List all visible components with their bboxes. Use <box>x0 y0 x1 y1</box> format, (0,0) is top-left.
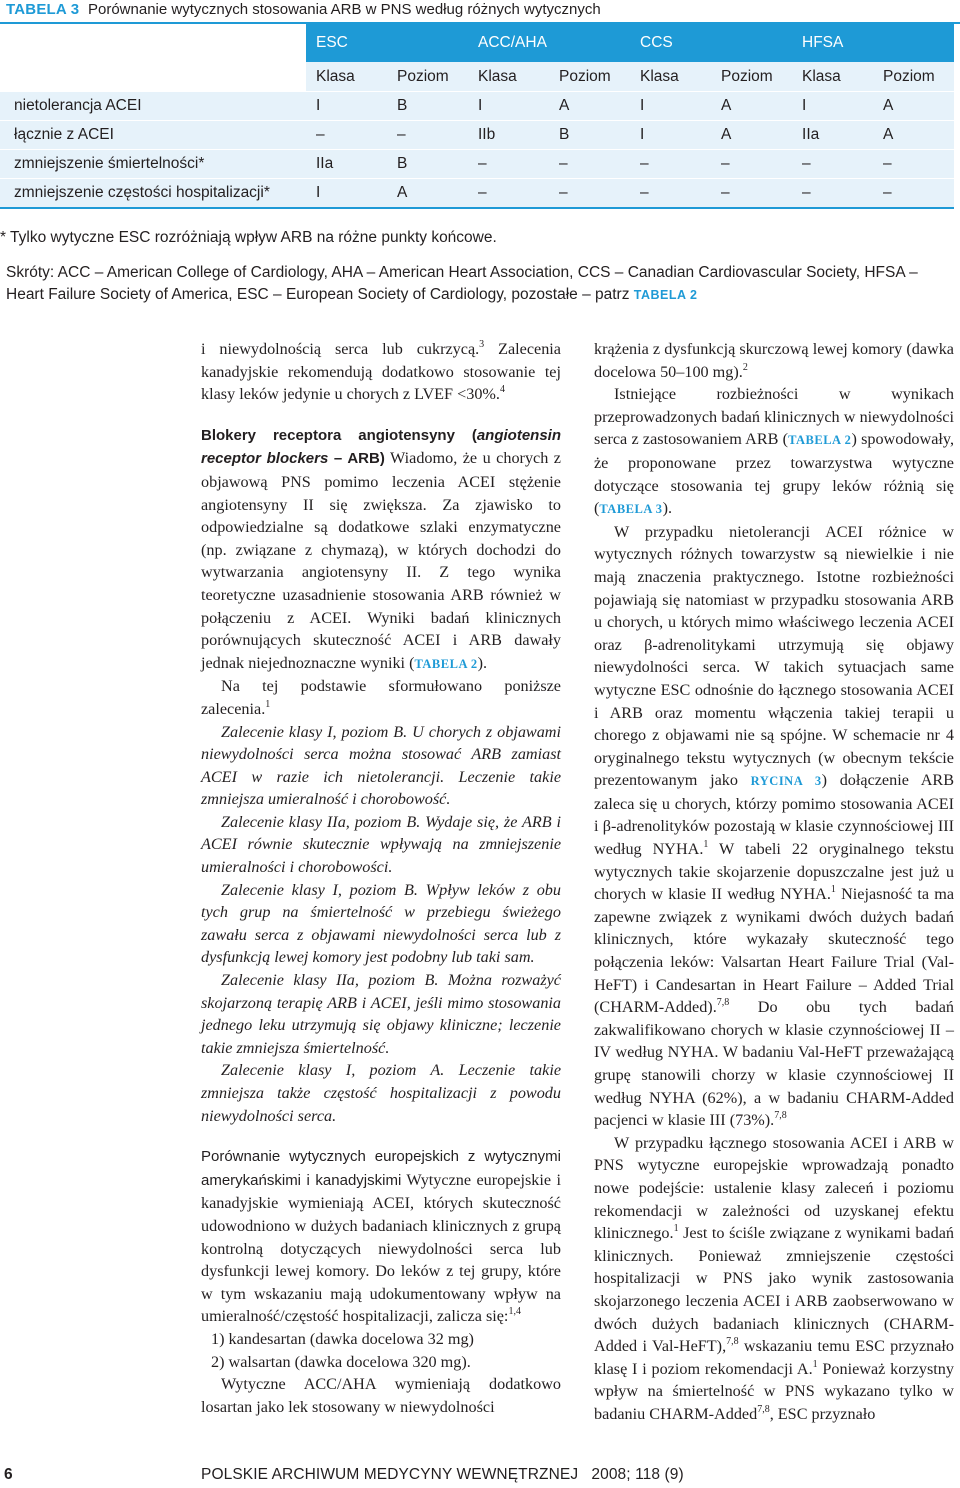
table-cell: – <box>468 179 549 208</box>
row-label: nietolerancja ACEI <box>0 92 306 121</box>
table-title: Porównanie wytycznych stosowania ARB w PNS według różnych wytycznych <box>88 1 601 18</box>
text: Niejasność ta ma zapewne związek z wynikami dwóch dużych badań klinicznych, które wykazały skuteczność tego połączenia leków: Valsartan Heart Failure Trial (Val-HeFT) i Candesartan in Heart Failure – Added Trial (CHARM-Added). <box>594 885 955 1017</box>
table-cell: – <box>711 150 792 179</box>
table-cell: – <box>873 179 954 208</box>
citation: 1 <box>703 839 709 851</box>
subheader-cell: Poziom <box>711 62 792 92</box>
text: Istniejące rozbieżności w wynikach przeprowadzonych badań klinicznych w niewydolności serca z zastosowaniem ARB ( <box>594 385 954 449</box>
text: wskazaniu temu ESC przyznało klasę I i poziom rekomendacji A. <box>594 1337 954 1378</box>
table-cell: – <box>630 179 711 208</box>
page-number: 6 <box>4 1466 13 1483</box>
table-caption-bar <box>0 0 960 24</box>
subheader-cell: Poziom <box>873 62 954 92</box>
paragraph-arb <box>201 424 561 676</box>
org-esc: ESC <box>306 24 468 62</box>
text: Wytyczne europejskie i kanadyjskie wymieniają ACEI, których skuteczność udowodniono w dużych badaniach klinicznych z grupą kontrolną dotyczących niewydolności serca lub dysfunkcji lewej komory. Do leków z tej grupy, które w tym wskazaniu mają udokumentowany wpływ na umieralność/częstość hospitalizacji, zalicza się: <box>201 1170 561 1326</box>
text: Zalecenia kanadyjskie rekomendują dodatkowo stosowanie tej klasy leków jedynie u chorych z LVEF <30%. <box>201 340 561 404</box>
table-cell: A <box>873 121 954 150</box>
citation: 1,4 <box>508 1306 521 1318</box>
paragraph <box>594 338 954 383</box>
table-2-link[interactable]: TABELA 2 <box>414 656 478 671</box>
paragraph-comparison <box>201 1145 561 1328</box>
table-cell: – <box>873 150 954 179</box>
abbreviations-text: Skróty: ACC – American College of Cardiology, AHA – American Heart Association, CCS – Canadian Cardiovascular Society, HFSA – Heart Failure Society of America, ESC – European Society of Cardiology, pozostałe – patrz <box>6 264 918 303</box>
subheader-cell: Klasa <box>468 62 549 92</box>
paragraph: Wytyczne ACC/AHA wymieniają dodatkowo losartan jako lek stosowany w niewydolności <box>201 1375 561 1416</box>
table-row <box>0 121 954 150</box>
guidelines-table <box>0 24 954 207</box>
org-ccs: CCS <box>630 24 792 62</box>
list-item: 2) walsartan (dawka docelowa 320 mg). <box>211 1352 471 1371</box>
list-item: 1) kandesartan (dawka docelowa 32 mg) <box>211 1329 474 1348</box>
text: ). <box>662 499 672 518</box>
citation: 7,8 <box>774 1110 787 1122</box>
recommendation: Zalecenie klasy IIa, poziom B. Można rozważyć skojarzoną terapię ARB i ACEI, jeśli mimo stosowania jednego leku utrzymują się objawy kliniczne; leczenie takie zmniejsza śmiertelność. <box>201 971 561 1057</box>
org-hfsa: HFSA <box>792 24 954 62</box>
table-footnote: * Tylko wytyczne ESC rozróżniają wpływ ARB na różne punkty końcowe. <box>0 229 497 246</box>
column-right <box>594 338 954 1426</box>
recommendation: Zalecenie klasy I, poziom B. Wpływ leków z obu tych grup na śmiertelność w przebiegu świeżego zawału serca z objawami niewydolności serca lub z dysfunkcją lewej komory jest podobny lub taki sam. <box>201 880 561 967</box>
table-cell: IIa <box>306 150 387 179</box>
subheader-cell: Klasa <box>630 62 711 92</box>
subheader-cell: Klasa <box>792 62 873 92</box>
table-cell: B <box>387 92 468 121</box>
citation: 4 <box>499 384 505 396</box>
org-acc-aha: ACC/AHA <box>468 24 630 62</box>
table-cell: IIb <box>468 121 549 150</box>
subheader-cell: Klasa <box>306 62 387 92</box>
citation: 7,8 <box>726 1336 739 1348</box>
text: Jest to ściśle związane z wynikami badań klinicznych. Ponieważ zmniejszenie częstości hospitalizacji w PNS jako wynik zastosowania skojarzonego leczenia ACEI i ARB zaobserwowano w dwóch dużych badaniach klinicznych (CHARM-Added i Val-HeFT), <box>594 1224 954 1356</box>
table-subheader <box>0 62 954 92</box>
table-cell: – <box>630 150 711 179</box>
table-cell: B <box>387 150 468 179</box>
citation: 7,8 <box>757 1403 770 1415</box>
table-cell: I <box>792 92 873 121</box>
table-row <box>0 179 954 208</box>
recommendation: Zalecenie klasy IIa, poziom B. Wydaje się, że ARB i ACEI równie skutecznie wpływają na zmniejszenie umieralności i chorobowości. <box>201 812 561 877</box>
table-cell: – <box>792 179 873 208</box>
paragraph <box>201 675 561 720</box>
table-cell: I <box>630 92 711 121</box>
citation: 1 <box>830 884 836 896</box>
table-cell: I <box>630 121 711 150</box>
text: ) dołączenie ARB zaleca się u chorych, którzy pomimo stosowania ACEI i β-adrenolityków pozostają w klasie czynnościowej III według NYHA. <box>594 771 954 859</box>
column-middle <box>201 338 561 1418</box>
text: , ESC przyznało <box>769 1404 876 1423</box>
text: W przypadku nietolerancji ACEI różnice w wytycznych różnych towarzystw są niewielkie i nie mają znaczenia praktycznego. Istotne rozbieżności pojawiają się natomiast w przypadku stosowania ARB u chorych, u których mimo właściwego leczenia ACEI oraz β-adrenolitykami utrzymują się objawy niewydolności serca. W takich sytuacjach same wytyczne ESC odnośnie do łącznego stosowania ACEI i ARB oraz momentu włączenia takiej terapii u chorego z objawami nie są spójne. W schemacie nr 4 oryginalnego tekstu wytycznych (w obecnym tekście prezentowanym jako <box>594 522 954 790</box>
table-cell: – <box>549 150 630 179</box>
citation: 1 <box>673 1223 679 1235</box>
table-cell: – <box>792 150 873 179</box>
text: Wiadomo, że u chorych z objawową PNS pomimo leczenia ACEI stężenie angiotensyny II się zwiększa. Za zjawisko to odpowiedzialne są dodatkowe szlaki enzymatyczne (np. związane z chymazą), w których dochodzi do wytwarzania angiotensyny II. Z tego wynika teoretyczne uzasadnienie stosowania ARB również w połączeniu z ACEI. Wyniki badań klinicznych porównujących skuteczność ACEI i ARB dawały jednak niejednoznaczne wyniki ( <box>201 449 561 672</box>
text: Na tej podstawie sformułowano poniższe zalecenia. <box>201 677 561 718</box>
table-abbreviations <box>6 262 954 306</box>
table-row <box>0 150 954 179</box>
citation: 3 <box>479 339 485 350</box>
citation: 1 <box>812 1358 818 1370</box>
text: Do obu tych badań zakwalifikowano chorych w klasie czynnościowej II –IV według NYHA. W badaniu Val-HeFT przeważającą grupę stanowili chorzy w klasie czynnościowej II według NYHA (62%), a w badaniu CHARM-Added pacjenci w klasie III (73%). <box>594 998 954 1130</box>
paragraph <box>594 521 954 1132</box>
paragraph <box>594 1132 954 1426</box>
table-org-header <box>0 24 954 62</box>
text: ). <box>477 653 488 672</box>
table-2-link[interactable]: TABELA 2 <box>788 433 852 448</box>
table-cell: A <box>549 92 630 121</box>
recommendation: Zalecenie klasy I, poziom A. Leczenie takie zmniejsza także częstość hospitalizacji z powodu niewydolności serca. <box>201 1061 561 1125</box>
table-cell: A <box>387 179 468 208</box>
table-cell: – <box>387 121 468 150</box>
table-cell: A <box>711 92 792 121</box>
table-cell: I <box>468 92 549 121</box>
table-cell: I <box>306 179 387 208</box>
row-label: zmniejszenie śmiertelności* <box>0 150 306 179</box>
text: W tabeli 22 oryginalnego tekstu wytycznych takie skojarzenie dopuszczalne jest już u chorych w klasie II według NYHA. <box>594 840 954 904</box>
table-cell: IIa <box>792 121 873 150</box>
table-bottom-rule <box>0 207 954 209</box>
table-cell: – <box>549 179 630 208</box>
subheader-cell: Poziom <box>549 62 630 92</box>
section-heading: – ARB) <box>328 450 385 468</box>
paragraph <box>201 338 561 406</box>
table-cell: – <box>711 179 792 208</box>
table-label: TABELA 3 <box>6 1 80 18</box>
text: Ponieważ korzystny wpływ na śmiertelność w PNS wykazano tylko w badaniu CHARM-Added <box>594 1359 954 1423</box>
table-cell: A <box>711 121 792 150</box>
subheader-cell: Poziom <box>387 62 468 92</box>
table-cell: B <box>549 121 630 150</box>
table-cell: A <box>873 92 954 121</box>
citation: 1 <box>265 698 271 710</box>
table-cell: – <box>306 121 387 150</box>
table-cell: – <box>468 150 549 179</box>
citation: 2 <box>742 361 748 373</box>
table-cell: I <box>306 92 387 121</box>
text: i niewydolnością serca lub cukrzycą. <box>201 340 480 358</box>
citation: 7,8 <box>716 997 730 1009</box>
row-label: łącznie z ACEI <box>0 121 306 150</box>
figure-3-link[interactable]: RYCINA 3 <box>750 774 822 789</box>
text: ) spowodowały, że proponowane przez towarzystwa wytyczne dotyczące stosowania tej grupy leków różnią się ( <box>594 430 954 518</box>
table-2-link[interactable]: TABELA 2 <box>633 288 698 302</box>
section-heading-italic: angiotensin receptor blockers <box>201 426 561 468</box>
paragraph <box>594 383 954 521</box>
text: W przypadku łącznego stosowania ACEI i ARB w PNS wytyczne europejskie wprowadzają ponadto nowe podejście: ustalenie klasy zaleceń i poziomu rekomendacji w zależności od uzyskanej efektu klinicznego. <box>594 1133 954 1243</box>
journal-footer: POLSKIE ARCHIWUM MEDYCYNY WEWNĘTRZNEJ 2008; 118 (9) <box>201 1466 684 1483</box>
table-3-link[interactable]: TABELA 3 <box>599 502 663 517</box>
recommendation: Zalecenie klasy I, poziom B. U chorych z objawami niewydolności serca można stosować ARB zamiast ACEI w razie ich nietolerancji. Leczenie takie zmniejsza umieralność i chorobowość. <box>201 722 561 809</box>
section-heading: Porównanie wytycznych europejskich z wytycznymi amerykańskimi i kanadyjskimi <box>201 1148 561 1189</box>
table-row <box>0 92 954 121</box>
row-label: zmniejszenie częstości hospitalizacji* <box>0 179 306 208</box>
section-heading: Blokery receptora angiotensyny ( <box>201 426 477 444</box>
text: krążenia z dysfunkcją skurczową lewej komory (dawka docelowa 50–100 mg). <box>594 340 954 381</box>
